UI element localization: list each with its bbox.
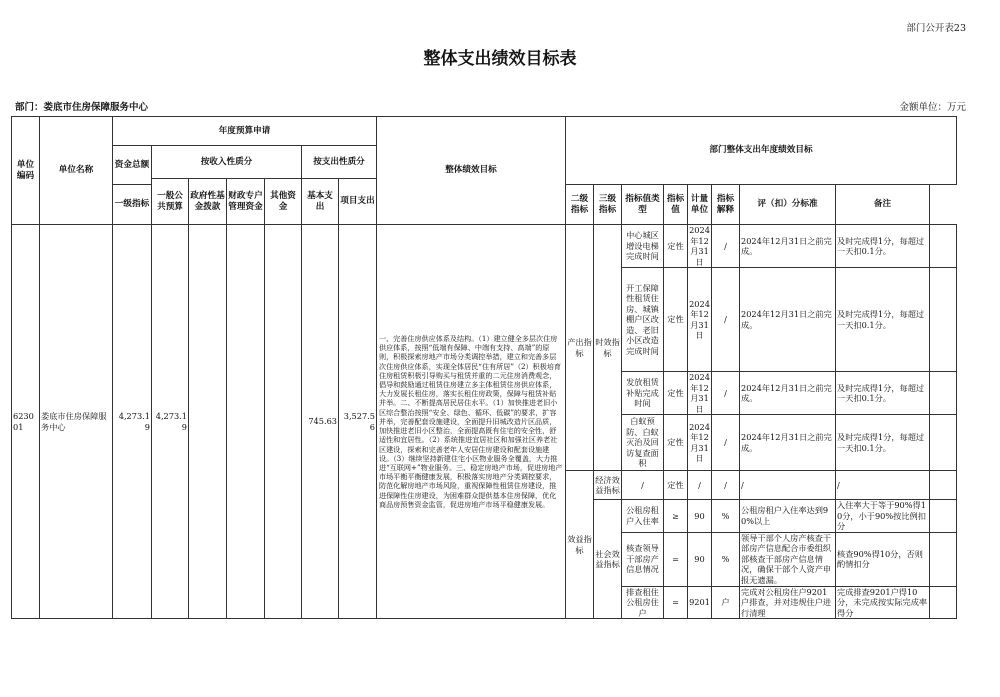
general-budget: 4,273.19 [152,225,189,619]
indicator-value: 2024年12月31日 [688,415,712,471]
unit-code: 623001 [12,225,40,619]
amount-unit-label: 金额单位：万元 [899,102,966,113]
indicator-type: ≥ [664,500,688,533]
page-title: 整体支出绩效目标表 [423,49,577,69]
department-label: 部门：娄底市住房保障服务中心 [15,102,149,113]
indicator-remarks [930,372,957,415]
dept-goal-header: 部门整体支出年度绩效目标 [566,117,957,185]
indicator-explanation: 2024年12月31日之前完成。 [740,268,836,372]
value-type-header: 指标值类型 [622,185,664,225]
indicator-name: 发放租赁补贴完成时间 [622,372,664,415]
gov-fund [189,225,227,619]
indicator-scoring: 完成排查9201户得10分，未完成按实际完成率得分 [836,586,930,619]
by-expense-header: 按支出性质分 [302,146,377,179]
indicator-remarks [930,500,957,533]
indicator-type: 定性 [664,225,688,268]
other-funds [265,225,302,619]
unit-name: 娄底市住房保障服务中心 [40,225,113,619]
basic-expense: 745.63 [302,225,339,619]
level2-social: 社会效益指标 [594,500,622,619]
indicator-name: / [622,471,664,500]
indicator-unit: 户 [712,586,740,619]
indicator-type: 定性 [664,471,688,500]
indicator-scoring: / [836,471,930,500]
level3-header: 三级指标 [594,185,622,225]
budget-request-header: 年度预算申请 [113,117,377,146]
gov-fund-header: 政府性基金拨款 [189,179,227,225]
performance-table [11,116,957,619]
explanation-header: 指标解释 [712,185,740,225]
form-number: 部门公开表23 [906,23,966,34]
indicator-type: 定性 [664,415,688,471]
indicator-value: / [688,471,712,500]
indicator-explanation: 2024年12月31日之前完成。 [740,372,836,415]
level2-economic: 经济效益指标 [594,471,622,500]
indicator-explanation: 完成对公租房住户9201户排查，并对违规住户进行清理 [740,586,836,619]
indicator-remarks [930,225,957,268]
indicator-unit: / [712,415,740,471]
project-expense-header: 项目支出 [339,179,377,225]
indicator-remarks [930,415,957,471]
indicator-unit: / [712,372,740,415]
other-funds-header: 其他资金 [265,179,302,225]
indicator-scoring: 入住率大于等于90%得10分，小于90%按比例扣分 [836,500,930,533]
indicator-name: 核查领导干部房产信息情况 [622,532,664,586]
indicator-type: = [664,586,688,619]
unit-name-header: 单位名称 [40,117,113,225]
by-income-header: 按收入性质分 [152,146,302,179]
remarks-header: 备注 [836,185,930,225]
level1-header: 一级指标 [113,185,152,225]
indicator-type: 定性 [664,372,688,415]
indicator-scoring: 及时完成得1分，每超过一天扣0.1分。 [836,225,930,268]
indicator-value: 2024年12月31日 [688,268,712,372]
overall-goal-header: 整体绩效目标 [377,117,566,225]
total-funds: 4,273.19 [113,225,152,619]
value-header: 指标值 [664,185,688,225]
indicator-remarks [930,532,957,586]
indicator-value: 90 [688,532,712,586]
indicator-explanation: 2024年12月31日之前完成。 [740,415,836,471]
level2-timeliness: 时效指标 [594,225,622,471]
indicator-scoring: 及时完成得1分，每超过一天扣0.1分。 [836,415,930,471]
indicator-name: 排查租住公租房住户 [622,586,664,619]
total-funds-header: 资金总额 [113,146,152,185]
indicator-remarks [930,586,957,619]
level1-output: 产出指标 [566,225,594,471]
level2-header: 二级指标 [566,185,594,225]
indicator-unit: % [712,500,740,533]
indicator-name: 中心城区增设电梯完成时间 [622,225,664,268]
indicator-name: 白蚁预防、白蚁灭治及回访复查面积 [622,415,664,471]
fiscal-special-header: 财政专户管理资金 [227,179,265,225]
indicator-value: 2024年12月31日 [689,225,710,267]
indicator-type: 定性 [664,268,688,372]
measure-unit-header: 计量单位 [688,185,712,225]
indicator-explanation: 公租房租户入住率达到90%以上 [740,500,836,533]
indicator-value: 2024年12月31日 [689,372,710,414]
indicator-unit: / [712,225,740,268]
indicator-scoring: 及时完成得1分，每超过一天扣0.1分。 [836,268,930,372]
indicator-scoring: 核查90%得10分，否则酌情扣分 [836,532,930,586]
indicator-explanation: / [740,471,836,500]
indicator-value: 9201 [688,586,712,619]
scoring-header: 评（扣）分标准 [740,185,836,225]
project-expense: 3,527.56 [339,225,377,619]
indicator-scoring: 及时完成得1分，每超过一天扣0.1分。 [836,372,930,415]
general-budget-header: 一般公共预算 [152,179,189,225]
indicator-type: = [664,532,688,586]
indicator-remarks [930,471,957,500]
indicator-name: 公租房租户入住率 [622,500,664,533]
basic-expense-header: 基本支出 [302,179,339,225]
indicator-name: 开工保障性租赁住房、城镇棚户区改造、老旧小区改造完成时间 [622,268,664,372]
fiscal-special [227,225,265,619]
indicator-unit: / [712,268,740,372]
indicator-explanation: 2024年12月31日之前完成。 [740,225,836,268]
indicator-explanation: 领导干部个人房产核查干部房产信息配合市委组织部核查干部房产信息情况，确保干部个人资产申报无遗漏。 [740,532,836,586]
indicator-remarks [930,268,957,372]
level1-benefit: 效益指标 [566,471,594,619]
indicator-value: 90 [688,500,712,533]
overall-goal-text: 一、完善住房供应体系及结构。（1）建立健全多层次住房供应体系，按照“低端有保障、中端有支持、高端”的原则，积极探索房地产市场分类调控举措，建立和完善多层次住房供应体系，实现全体居民“住有所居”（2）积极培育住房租赁积极引导购买与租赁并重的二元住房消费观念，倡导和鼓励通过租赁住房建立多主体租赁住房供应体系，大力发展长租住房，落实长租住房政策，保障与租赁补贴并举。二、不断提高居民居住水平。（1）加快推进老旧小区综合整治按照“安全、绿色、循环、低碳”的要求，扩容并举，完善配套设施建设，全面提升旧城改造片区品质，加快推进老旧小区整治，全面提高既有住宅的安全性，舒适性和宜居性。（2）系统推进宜居社区和加强社区养老社区建设，探索和完善老年人安居住房建设和配套设施建设。（3）继续坚持新建住宅小区物业服务全覆盖，大力推进“互联网+”物业服务。三、稳定房地产市场，促进房地产市场平衡平衡健康发展，积极落实房地产分类调控要求，防范化解房地产市场风险，重视保障性租赁住房建设，推进保障性住房建设，为困难群众提供基本住房保障，优化商品房预售资金监管，促进房地产市场平稳健康发展。 [377,225,566,619]
indicator-unit: % [712,532,740,586]
indicator-unit: / [712,471,740,500]
unit-code-header: 单位编码 [12,117,40,225]
